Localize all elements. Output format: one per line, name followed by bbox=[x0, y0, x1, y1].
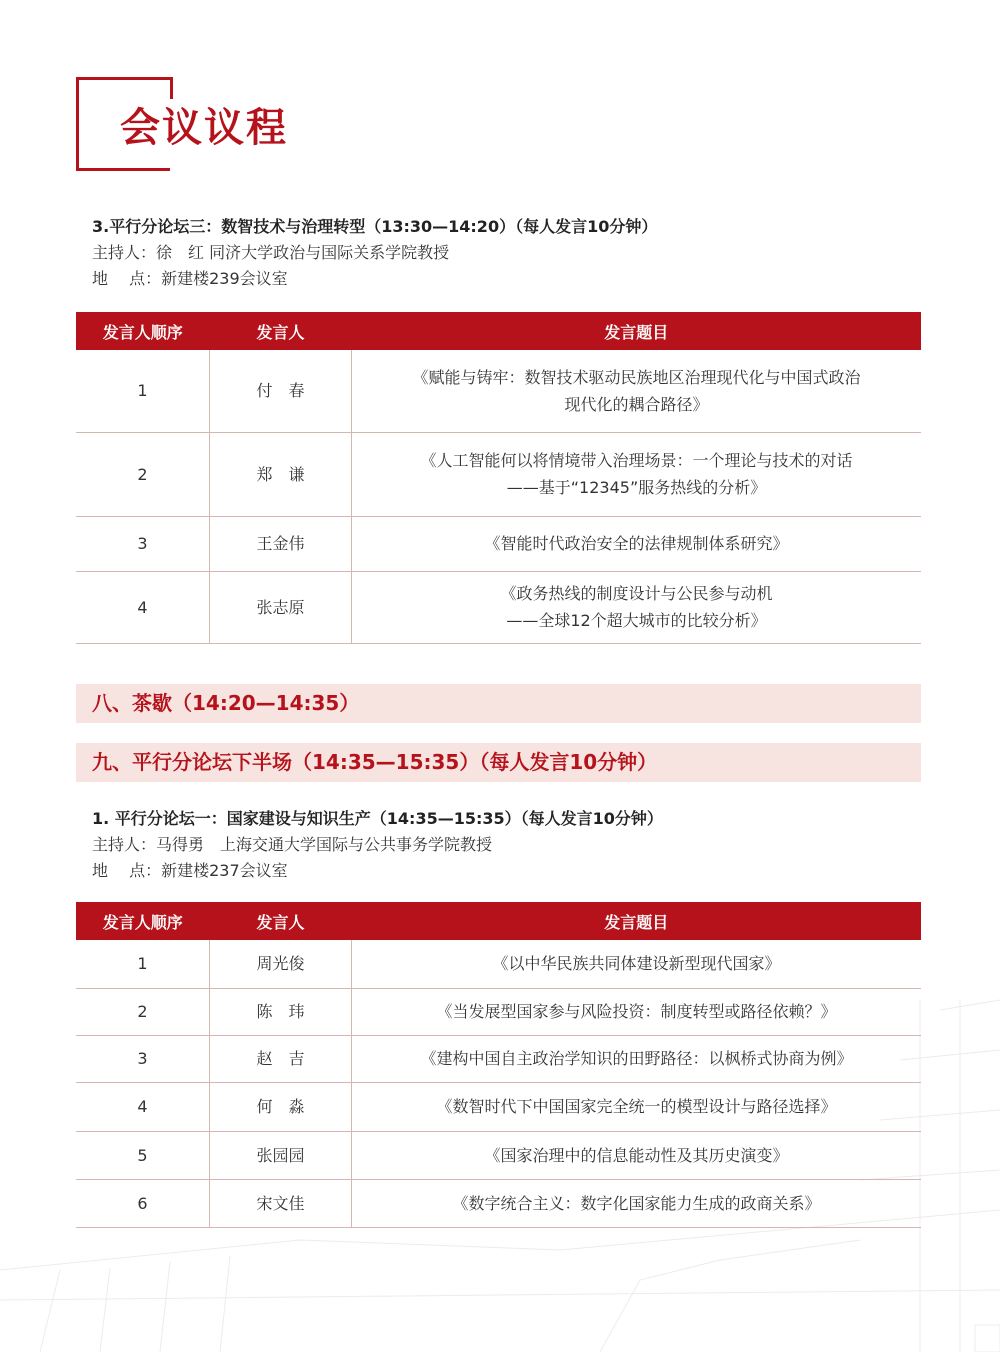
forum1-location: 地 点：新建楼237会议室 bbox=[92, 861, 288, 880]
speaker-name: 赵 吉 bbox=[210, 1035, 352, 1082]
speaker-order: 3 bbox=[76, 1035, 210, 1082]
column-header-speaker: 发言人 bbox=[210, 312, 352, 350]
table-row bbox=[76, 940, 921, 988]
speaker-order: 1 bbox=[76, 940, 210, 988]
talk-title bbox=[352, 571, 922, 643]
talk-title-line2: ——全球12个超大城市的比较分析》 bbox=[506, 611, 767, 630]
speaker-name: 陈 玮 bbox=[210, 988, 352, 1035]
speaker-name: 付 春 bbox=[210, 350, 352, 432]
speaker-order: 4 bbox=[76, 571, 210, 643]
forum1-table bbox=[76, 902, 921, 1228]
talk-title: 《当发展型国家参与风险投资：制度转型或路径依赖？》 bbox=[352, 988, 922, 1035]
section-tea-break: 八、茶歇（14:20—14:35） bbox=[76, 684, 921, 723]
forum1-heading: 1. 平行分论坛一：国家建设与知识生产（14:35—15:35）（每人发言10分钟） bbox=[92, 809, 663, 828]
speaker-name: 宋文佳 bbox=[210, 1179, 352, 1227]
talk-title: 《数智时代下中国国家完全统一的模型设计与路径选择》 bbox=[352, 1082, 922, 1131]
forum3-location: 地 点：新建楼239会议室 bbox=[92, 269, 288, 288]
talk-title-line1: 《赋能与铸牢：数智技术驱动民族地区治理现代化与中国式政治 bbox=[412, 367, 861, 387]
forum3-host: 主持人：徐 红 同济大学政治与国际关系学院教授 bbox=[92, 243, 450, 262]
speaker-order: 1 bbox=[76, 350, 210, 432]
section-parallel-forums-second-half: 九、平行分论坛下半场（14:35—15:35）（每人发言10分钟） bbox=[76, 743, 921, 782]
talk-title: 《以中华民族共同体建设新型现代国家》 bbox=[352, 940, 922, 988]
column-header-title: 发言题目 bbox=[352, 312, 922, 350]
speaker-name: 张园园 bbox=[210, 1131, 352, 1179]
speaker-order: 3 bbox=[76, 516, 210, 571]
speaker-order: 5 bbox=[76, 1131, 210, 1179]
table-row bbox=[76, 1179, 921, 1227]
table-header-row bbox=[76, 902, 921, 940]
talk-title-line2: 现代化的耦合路径》 bbox=[564, 394, 709, 414]
table-header-row bbox=[76, 312, 921, 350]
table-row bbox=[76, 432, 921, 516]
talk-title-line2: ——基于“12345”服务热线的分析》 bbox=[506, 478, 767, 497]
talk-title bbox=[352, 350, 922, 432]
forum1-info bbox=[92, 806, 663, 884]
speaker-order: 4 bbox=[76, 1082, 210, 1131]
forum3-heading: 3.平行分论坛三：数智技术与治理转型（13:30—14:20）（每人发言10分钟） bbox=[92, 217, 658, 236]
speaker-name: 何 淼 bbox=[210, 1082, 352, 1131]
talk-title-line1: 《政务热线的制度设计与公民参与动机 bbox=[500, 584, 773, 603]
forum3-table bbox=[76, 312, 921, 644]
talk-title: 《国家治理中的信息能动性及其历史演变》 bbox=[352, 1131, 922, 1179]
talk-title bbox=[352, 516, 922, 571]
column-header-order: 发言人顺序 bbox=[76, 902, 210, 940]
table-row bbox=[76, 516, 921, 571]
page-title: 会议议程 bbox=[120, 105, 288, 151]
speaker-name: 郑 谦 bbox=[210, 432, 352, 516]
column-header-title: 发言题目 bbox=[352, 902, 922, 940]
talk-title: 《数字统合主义：数字化国家能力生成的政商关系》 bbox=[352, 1179, 922, 1227]
talk-title-line1: 《智能时代政治安全的法律规制体系研究》 bbox=[484, 534, 789, 553]
speaker-order: 2 bbox=[76, 432, 210, 516]
table-row bbox=[76, 1035, 921, 1082]
talk-title bbox=[352, 432, 922, 516]
table-row bbox=[76, 988, 921, 1035]
table-row bbox=[76, 1131, 921, 1179]
speaker-name: 张志原 bbox=[210, 571, 352, 643]
table-row bbox=[76, 350, 921, 432]
speaker-name: 周光俊 bbox=[210, 940, 352, 988]
speaker-order: 2 bbox=[76, 988, 210, 1035]
speaker-name: 王金伟 bbox=[210, 516, 352, 571]
column-header-order: 发言人顺序 bbox=[76, 312, 210, 350]
talk-title: 《建构中国自主政治学知识的田野路径：以枫桥式协商为例》 bbox=[352, 1035, 922, 1082]
table-row bbox=[76, 571, 921, 643]
forum1-host: 主持人：马得勇 上海交通大学国际与公共事务学院教授 bbox=[92, 835, 493, 854]
column-header-speaker: 发言人 bbox=[210, 902, 352, 940]
speaker-order: 6 bbox=[76, 1179, 210, 1227]
forum3-info bbox=[92, 214, 657, 292]
talk-title-line1: 《人工智能何以将情境带入治理场景：一个理论与技术的对话 bbox=[420, 451, 853, 470]
table-row bbox=[76, 1082, 921, 1131]
